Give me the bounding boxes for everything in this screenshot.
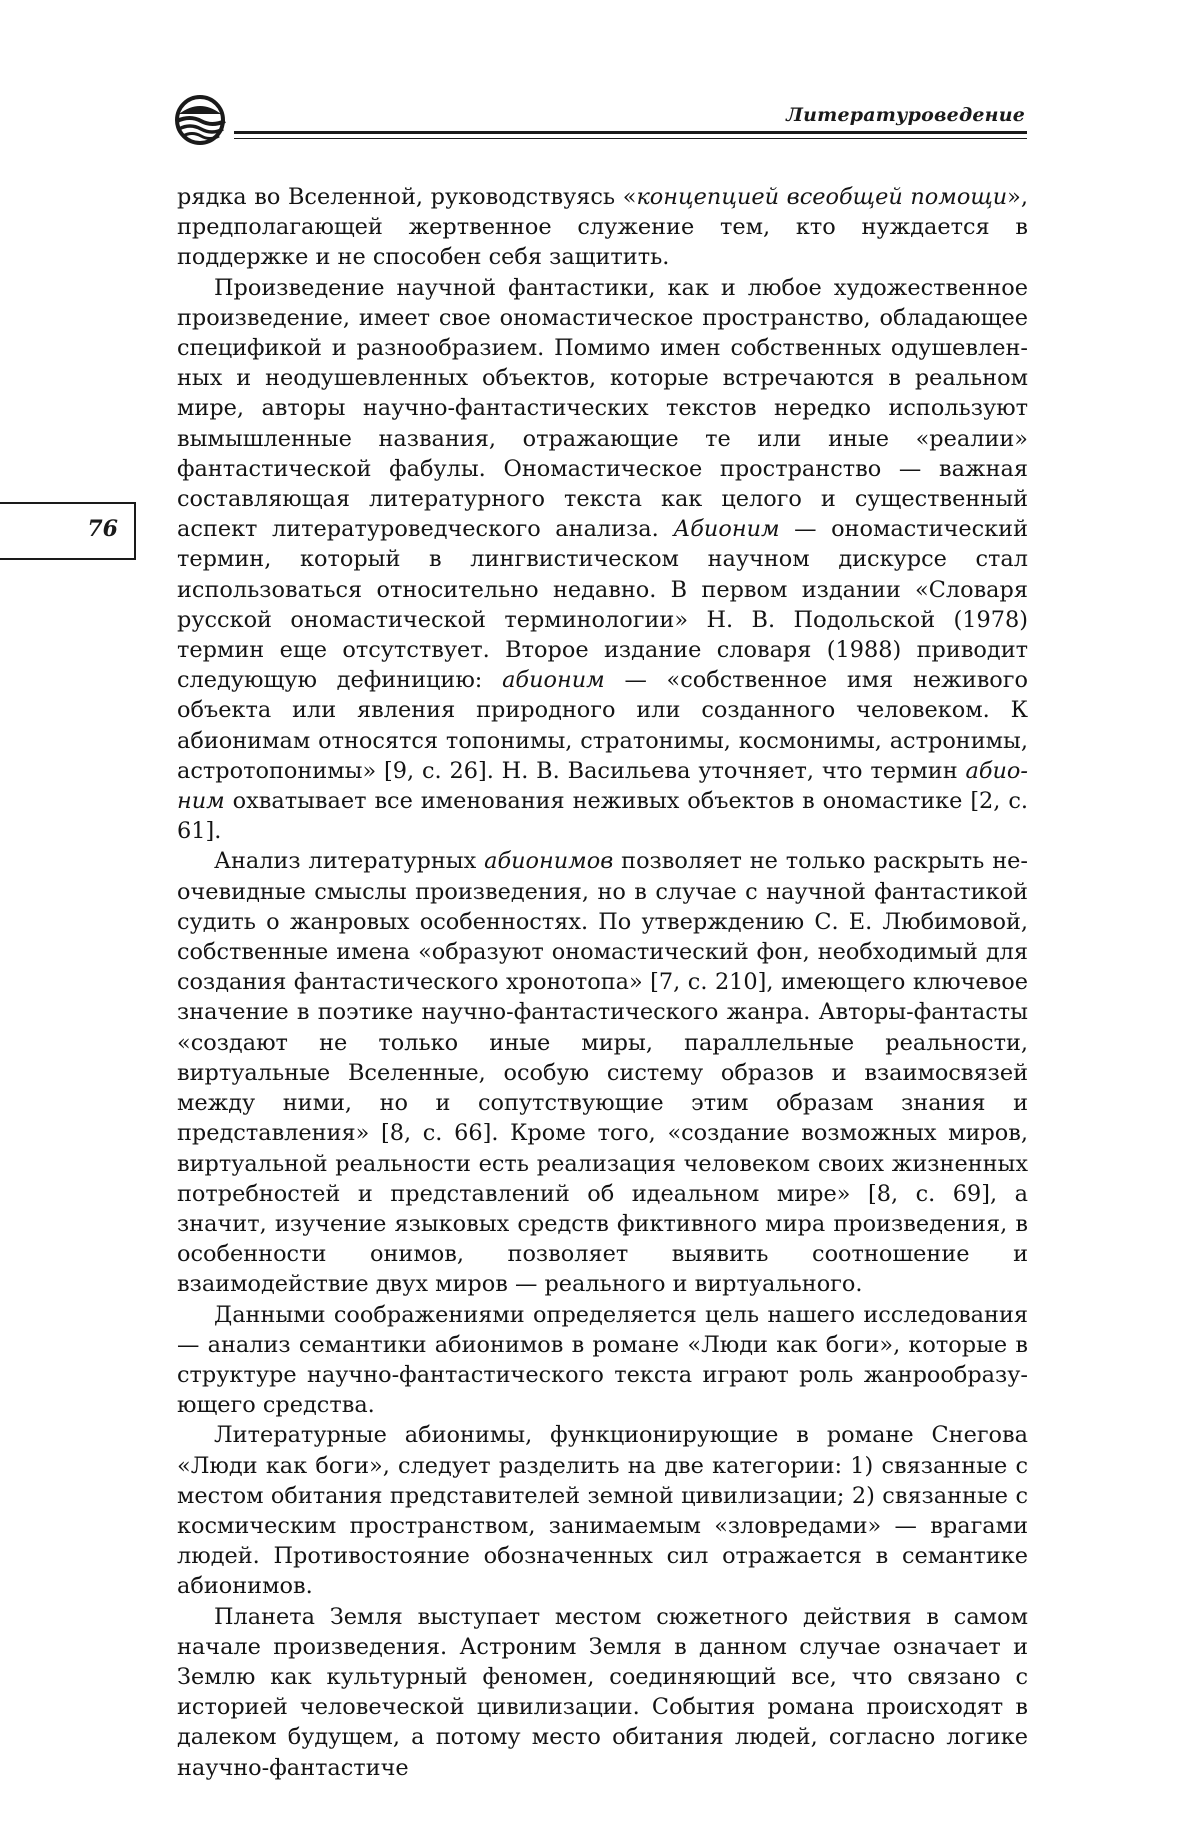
text-run: Литературные абионимы, функционирующие в романе Снегова «Люди как боги», следует разделить на две категории: 1) связанные с местом обитания представителей земной цивилизации; 2) связанные с космическим пространством, занимаемым «зловредами» — врагами людей. Противостояние обозначенных сил отражается в семантике абионимов. xyxy=(177,1422,1028,1600)
paragraph xyxy=(177,1602,1028,1783)
running-header xyxy=(172,94,1027,144)
text-run: охватывает все именования неживых объектов в ономастике [2, с. 61]. xyxy=(177,788,1028,845)
header-rule xyxy=(234,131,1027,139)
paragraph xyxy=(177,1420,1028,1601)
italic-term: Абионим xyxy=(673,516,780,543)
article-body xyxy=(177,182,1028,1783)
paragraph xyxy=(177,273,1028,847)
italic-term: абионим xyxy=(502,667,605,694)
italic-term: концепцией всеобщей помощи xyxy=(636,184,1008,210)
text-run: рядка во Вселенной, руководствуясь « xyxy=(177,184,637,210)
italic-term: абионимов xyxy=(484,848,614,875)
text-run: — «собственное имя неживого объекта или явления природного или созданного человеком. К абионимам относятся топонимы, стратонимы, космонимы, астронимы, астротопонимы» [9, с. 26]. Н. В. Васильева уточняет, что термин xyxy=(177,667,1028,784)
text-run: — ономастический термин, который в лингвистическом научном дискурсе стал использоваться относительно недавно. В первом издании «Словаря русской ономастической терминологии» Н. В. Подольской (1978) термин еще отсутствует. Второе издание словаря (1988) приводит следующую дефиницию: xyxy=(177,516,1029,694)
text-run: », предполагающей жертвенное служение тем, кто нуждается в поддержке и не способен себя защитить. xyxy=(177,184,1028,271)
paragraph xyxy=(177,846,1028,1299)
italic-term: абионим xyxy=(177,757,1028,815)
section-title: Литературоведение xyxy=(786,104,1025,126)
page-number-box xyxy=(0,502,136,560)
paragraph xyxy=(177,1300,1028,1421)
page-number: 76 xyxy=(87,516,118,542)
text-run: Произведение научной фантастики, как и любое художественное произведение, имеет свое ономастическое пространство, обладающее спецификой и разнообразием. Помимо имен собственных одушевленных и неодушевленных объектов, которые встречаются в реальном мире, авторы научно-фантастических текстов нередко используют вымышленные названия, отражающие те или иные «реалии» фантастической фабулы. Ономастическое пространство — важная составляющая литературного текста как целого и существенный аспект литературоведческого анализа. xyxy=(177,274,1028,543)
text-run: позволяет не только раскрыть неочевидные смыслы произведения, но в случае с научной фантастикой судить о жанровых особенностях. По утверждению С. Е. Любимовой, собственные имена «образуют ономастический фон, необходимый для создания фантастического хронотопа» [7, с. 210], имеющего ключевое значение в поэтике научно-фантастического жанра. Авторы-фантасты «создают не только иные миры, параллельные реальности, виртуальные Вселенные, особую систему образов и взаимосвязей между ними, но и сопутствующие этим образам знания и представления» [8, с. 66]. Кроме того, «создание возможных миров, виртуальной реальности есть реализация человеком своих жизненных потребностей и представлений об идеальном мире» [8, с. 69], а значит, изучение языковых средств фиктивного мира произведения, в особенности онимов, позволяет выявить соотношение и взаимодействие двух миров — реального и виртуального. xyxy=(177,848,1028,1298)
text-run: Анализ литературных xyxy=(214,848,485,875)
text-run: Данными соображениями определяется цель нашего исследования — анализ семантики абионимов в романе «Люди как боги», которые в структуре научно-фантастического текста играют роль жанрообразующего средства. xyxy=(177,1301,1028,1419)
wave-globe-icon xyxy=(172,94,230,146)
text-run: Планета Земля выступает местом сюжетного действия в самом начале произведения. Астроним Земля в данном случае означает и Землю как культурный феномен, соединяющий все, что связано с историей человеческой цивилизации. События романа происходят в далеком будущем, а потому место обитания людей, согласно логике научно-фантастиче xyxy=(177,1603,1028,1781)
paragraph xyxy=(177,182,1028,273)
